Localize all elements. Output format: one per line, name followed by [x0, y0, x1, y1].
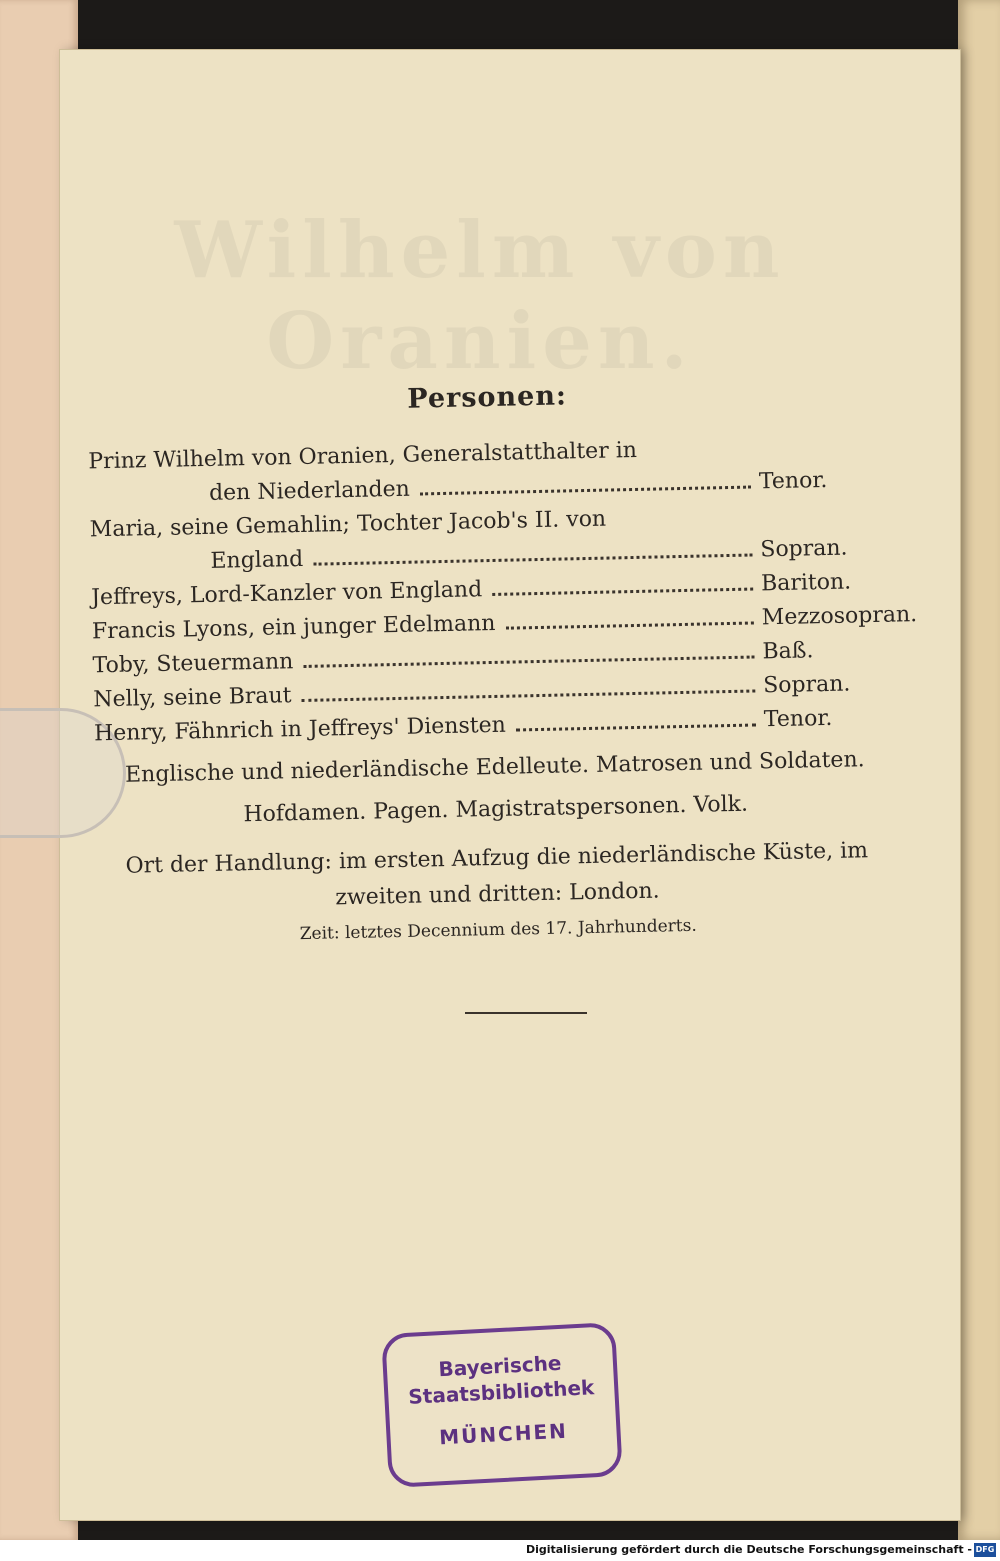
cast-name-continued: den Niederlanden: [208, 476, 411, 506]
voice-type: Bariton.: [760, 569, 852, 597]
leader-dots: [505, 621, 753, 629]
page-heading: Personen:: [406, 380, 568, 415]
cast-name: Nelly, seine Braut: [93, 683, 292, 713]
bleed-through-title: Wilhelm von Oranien.: [174, 205, 786, 387]
footer-credit: Digitalisierung gefördert durch die Deutsche Forschungsgemeinschaft -: [525, 1543, 972, 1556]
setting-line: zweiten und dritten: London.: [335, 878, 660, 911]
voice-type: Tenor.: [763, 705, 833, 733]
cast-name: Jeffreys, Lord-Kanzler von England: [90, 577, 483, 611]
divider-rule: [465, 1012, 587, 1014]
cast-list: [86, 352, 918, 954]
stamp-line: MÜNCHEN: [438, 1418, 569, 1450]
cast-name: Prinz Wilhelm von Oranien, Generalstatthalter in: [88, 437, 638, 475]
leader-dots: [492, 588, 753, 596]
leader-dots: [302, 689, 756, 702]
dfg-logo: DFG: [974, 1543, 996, 1557]
voice-type: Mezzosopran.: [761, 602, 918, 631]
cast-name-continued: England: [210, 546, 304, 574]
voice-type: Sopran.: [760, 535, 848, 563]
right-board-edge: [958, 0, 1000, 1540]
cast-name: Henry, Fähnrich in Jeffreys' Diensten: [93, 712, 507, 747]
cast-name: Francis Lyons, ein junger Edelmann: [91, 610, 496, 645]
leader-dots: [516, 723, 756, 731]
voice-type: Tenor.: [758, 467, 828, 495]
setting-line: Ort der Handlung: im ersten Aufzug die niederländische Küste, im: [125, 838, 869, 879]
cast-name: Maria, seine Gemahlin; Tochter Jacob's II. von: [89, 506, 607, 543]
leader-dots: [313, 554, 752, 566]
chorus-line: Englische und niederländische Edelleute. Matrosen und Soldaten.: [124, 747, 865, 788]
stamp-line: Bayerische: [437, 1350, 563, 1382]
voice-type: Sopran.: [762, 671, 851, 699]
time-line: Zeit: letztes Decennium des 17. Jahrhunderts.: [299, 915, 697, 945]
library-stamp: [381, 1322, 623, 1488]
stamp-line: Staatsbibliothek: [407, 1375, 595, 1409]
chorus-line: Hofdamen. Pagen. Magistratspersonen. Volk.: [243, 791, 749, 828]
leader-dots: [303, 655, 754, 667]
leader-dots: [420, 486, 751, 496]
cast-name: Toby, Steuermann: [92, 649, 294, 679]
voice-type: Baß.: [762, 638, 814, 665]
